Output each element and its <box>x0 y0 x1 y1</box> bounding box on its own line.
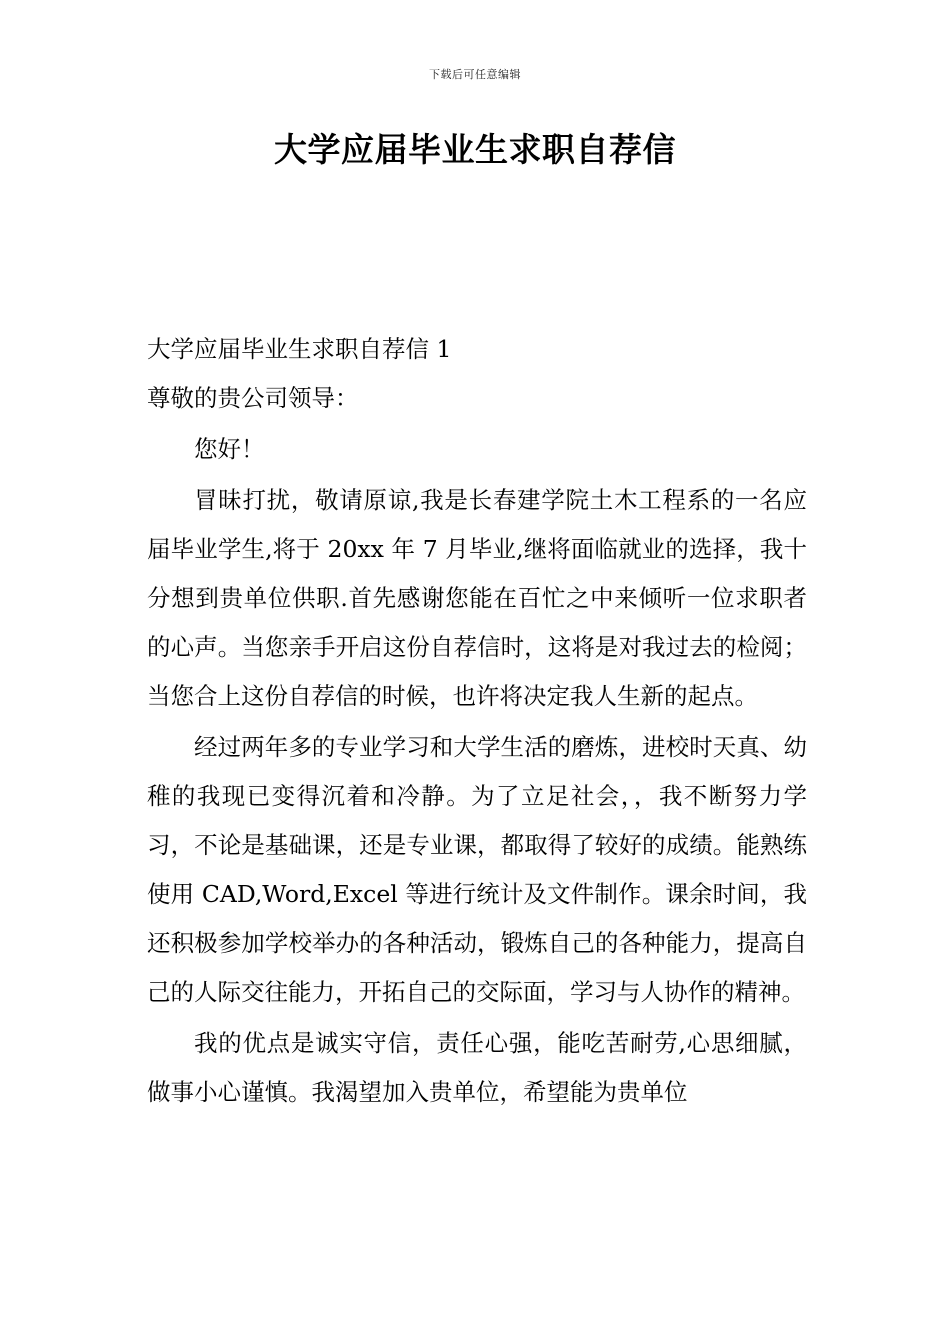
document-title: 大学应届毕业生求职自荐信 <box>274 130 676 169</box>
salutation: 尊敬的贵公司领导： <box>147 384 359 412</box>
greeting: 您好！ <box>194 435 265 463</box>
paragraph-strengths: 我的优点是诚实守信，责任心强，能吃苦耐劳,心思细腻，做事小心谨慎。我渴望加入贵单位，希望能为贵单位 <box>147 1029 807 1106</box>
paragraph-intro: 冒昧打扰，敬请原谅,我是长春建学院土木工程系的一名应届毕业学生,将于 20xx 年 7 月毕业,继将面临就业的选择，我十分想到贵单位供职.首先感谢您能在百忙之中来倾听一位求职者的心声。当您亲手开启这份自荐信时，这将是对我过去的检阅；当您合上这份自荐信的时候，也许将决定我人生新的起点。 <box>147 486 807 710</box>
header-note: 下载后可任意编辑 <box>429 68 521 81</box>
section-heading: 大学应届毕业生求职自荐信 1 <box>147 335 452 363</box>
paragraph-study: 经过两年多的专业学习和大学生活的磨炼，进校时天真、幼稚的我现已变得沉着和冷静。为了立足社会，，我不断努力学习，不论是基础课，还是专业课，都取得了较好的成绩。能熟练使用 CAD,Word,Excel 等进行统计及文件制作。课余时间，我还积极参加学校举办的各种活动，锻炼自己的各种能力，提高自己的人际交往能力，开拓自己的交际面，学习与人协作的精神。 <box>147 733 807 1006</box>
letter-body <box>147 325 807 1117</box>
